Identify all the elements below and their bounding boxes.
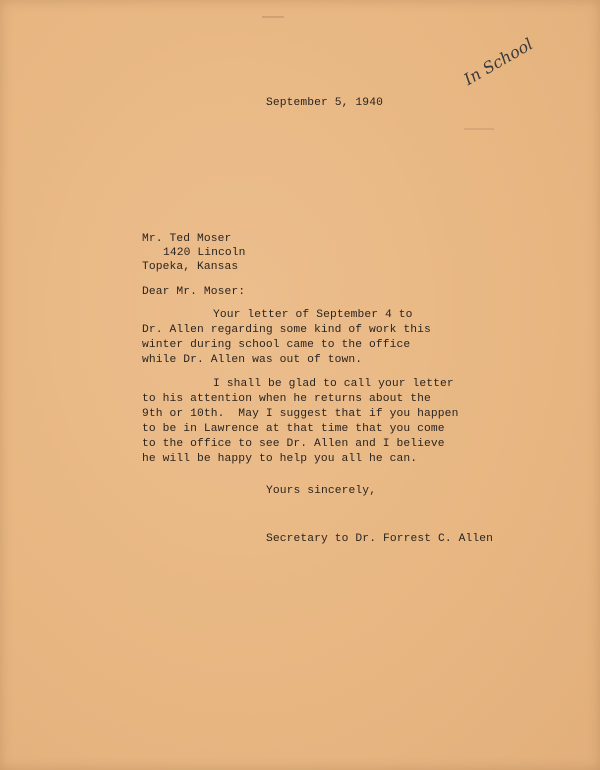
paragraph-1-line: Your letter of September 4 to [213, 309, 413, 321]
paper-mark [262, 16, 284, 18]
paragraph-2-line: 9th or 10th. May I suggest that if you happen [142, 408, 459, 420]
paragraph-1-line: while Dr. Allen was out of town. [142, 354, 363, 366]
letter-date: September 5, 1940 [266, 97, 383, 109]
paragraph-2-line: to his attention when he returns about the [142, 393, 431, 405]
signature-line: Secretary to Dr. Forrest C. Allen [266, 533, 494, 545]
recipient-name: Mr. Ted Moser [142, 233, 232, 245]
paragraph-1-line: winter during school came to the office [142, 339, 411, 351]
paragraph-2-line: he will be happy to help you all he can. [142, 453, 418, 465]
salutation: Dear Mr. Moser: [142, 286, 246, 298]
paragraph-2-line: to be in Lawrence at that time that you come [142, 423, 445, 435]
recipient-city: Topeka, Kansas [142, 261, 239, 273]
paper-mark [464, 128, 494, 130]
handwritten-annotation: In School [460, 34, 537, 89]
paragraph-2-line: I shall be glad to call your letter [213, 378, 454, 390]
paragraph-1-line: Dr. Allen regarding some kind of work this [142, 324, 431, 336]
recipient-street: 1420 Lincoln [163, 247, 246, 259]
paragraph-2-line: to the office to see Dr. Allen and I believe [142, 438, 445, 450]
closing: Yours sincerely, [266, 485, 377, 497]
